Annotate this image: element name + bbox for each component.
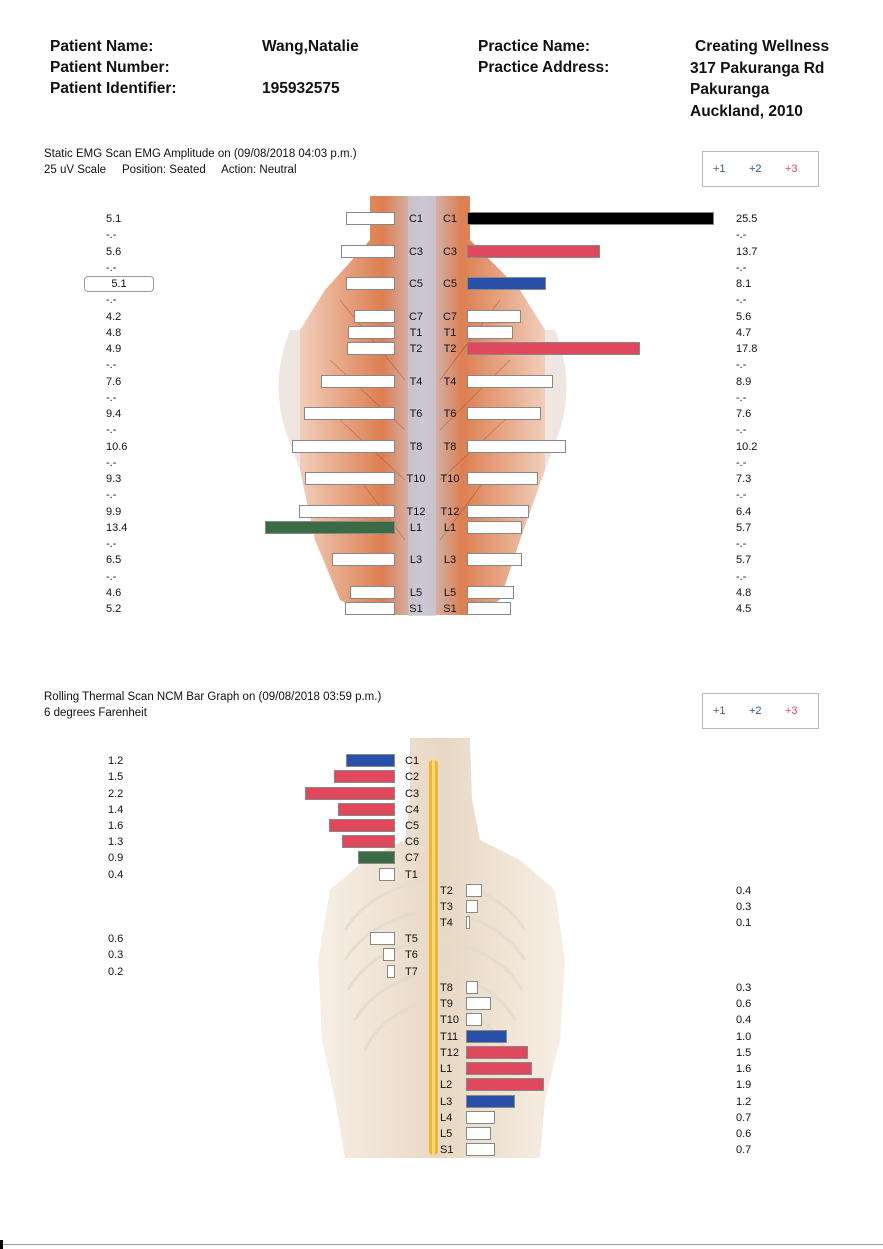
- thermal-title: Rolling Thermal Scan NCM Bar Graph on (09/08/2018 03:59 p.m.): [44, 691, 382, 703]
- emg-vertebra-label-right: T12: [440, 505, 460, 518]
- thermal-left-bar: [338, 803, 395, 816]
- thermal-vertebra-label: C7: [405, 852, 420, 864]
- emg-right-value: -.-: [736, 424, 747, 437]
- emg-vertebra-label-right: L1: [443, 521, 457, 534]
- emg-vertebra-label-right: T1: [443, 326, 457, 339]
- emg-right-value: 4.8: [736, 586, 752, 599]
- emg-vertebra-label-right: T6: [443, 408, 457, 420]
- thermal-right-value: 0.4: [736, 1014, 752, 1026]
- emg-right-value: 6.4: [736, 505, 752, 518]
- emg-left-value: -.-: [106, 261, 117, 274]
- thermal-right-bar: [466, 1143, 495, 1156]
- emg-vertebra-label-right: T4: [443, 375, 457, 388]
- emg-right-value: -.-: [736, 489, 747, 502]
- emg-vertebra-label-left: T10: [406, 473, 426, 485]
- thermal-vertebra-label: T4: [440, 917, 453, 929]
- emg-left-value: 4.2: [106, 310, 122, 323]
- thermal-vertebra-label: L4: [440, 1112, 453, 1124]
- emg-vertebra-label-right: C1: [442, 213, 458, 225]
- emg-left-value: -.-: [106, 489, 117, 502]
- emg-left-value: 6.5: [106, 554, 122, 567]
- emg-left-value: 9.4: [106, 408, 122, 420]
- emg-left-value: -.-: [106, 456, 117, 469]
- emg-vertebra-label-left: S1: [409, 603, 423, 615]
- thermal-vertebra-label: C2: [405, 771, 420, 783]
- thermal-right-bar: [466, 1095, 515, 1108]
- thermal-right-value: 1.2: [736, 1096, 752, 1108]
- thermal-right-value: 0.7: [736, 1144, 752, 1156]
- emg-left-value: -.-: [106, 229, 117, 242]
- thermal-right-value: 0.1: [736, 917, 752, 929]
- emg-left-value: 10.6: [106, 440, 128, 453]
- emg-title: Static EMG Scan EMG Amplitude on (09/08/2018 04:03 p.m.): [44, 148, 357, 160]
- thermal-vertebra-label: S1: [440, 1144, 454, 1156]
- patient-identifier-value: 195932575: [262, 80, 340, 97]
- thermal-right-value: 1.9: [736, 1079, 752, 1091]
- emg-vertebra-label-left: C5: [408, 278, 424, 290]
- emg-left-value: -.-: [106, 294, 117, 307]
- emg-left-value: 4.9: [106, 343, 122, 355]
- emg-subtitle: 25 uV Scale Position: Seated Action: Neutral: [44, 164, 297, 176]
- thermal-left-value: 0.9: [108, 852, 124, 864]
- thermal-right-value: 0.6: [736, 1128, 752, 1140]
- thermal-vertebra-label: T2: [440, 885, 453, 897]
- thermal-right-bar: [466, 916, 470, 929]
- thermal-vertebra-label: L2: [440, 1079, 453, 1091]
- emg-right-value: 5.7: [736, 554, 752, 567]
- emg-vertebra-label-left: C7: [408, 310, 424, 323]
- thermal-left-bar: [334, 770, 396, 783]
- patient-name-label: Patient Name:: [50, 38, 154, 55]
- emg-vertebra-label-left: T6: [409, 408, 423, 420]
- emg-left-value: -.-: [106, 538, 117, 550]
- thermal-right-bar: [466, 1030, 507, 1043]
- emg-vertebra-label-left: T1: [409, 326, 423, 339]
- thermal-right-value: 0.6: [736, 998, 752, 1010]
- emg-right-value: 13.7: [736, 245, 758, 258]
- emg-right-value: -.-: [736, 359, 747, 372]
- thermal-right-value: 1.0: [736, 1031, 752, 1043]
- practice-address-line1: 317 Pakuranga Rd: [690, 60, 825, 77]
- emg-right-value: 8.1: [736, 278, 752, 290]
- emg-legend-plus3: +3: [785, 163, 798, 175]
- thermal-left-bar: [342, 835, 395, 848]
- emg-vertebra-label-right: L3: [443, 554, 457, 567]
- emg-right-value: 25.5: [736, 213, 758, 225]
- emg-vertebra-label-left: L1: [409, 521, 423, 534]
- thermal-right-bar: [466, 1046, 528, 1059]
- emg-right-value: -.-: [736, 261, 747, 274]
- emg-vertebra-label-left: T12: [406, 505, 426, 518]
- emg-right-value: 5.6: [736, 310, 752, 323]
- practice-address-label: Practice Address:: [478, 59, 610, 76]
- emg-vertebra-label-right: L5: [443, 586, 457, 599]
- thermal-right-bar: [466, 997, 491, 1010]
- thermal-right-value: 0.7: [736, 1112, 752, 1124]
- thermal-legend-plus1: +1: [713, 705, 726, 717]
- thermal-left-value: 1.4: [108, 804, 124, 816]
- emg-vertebra-label-right: S1: [443, 603, 457, 615]
- practice-name-value: Creating Wellness: [695, 38, 830, 55]
- page-corner-mark: [0, 1240, 3, 1249]
- thermal-vertebra-label: L1: [440, 1063, 453, 1075]
- emg-left-value: -.-: [106, 391, 117, 404]
- emg-right-value: -.-: [736, 570, 747, 583]
- thermal-right-value: 0.3: [736, 901, 752, 913]
- emg-left-value: 9.9: [106, 505, 122, 518]
- thermal-vertebra-label: C6: [405, 836, 420, 848]
- emg-vertebra-label-right: T10: [440, 473, 460, 485]
- emg-vertebra-label-left: C3: [408, 245, 424, 258]
- emg-legend-plus1: +1: [713, 163, 726, 175]
- emg-vertebra-label-right: T8: [443, 440, 457, 453]
- emg-left-value: -.-: [106, 359, 117, 372]
- emg-left-value: -.-: [106, 570, 117, 583]
- thermal-vertebra-label: T12: [440, 1047, 459, 1059]
- thermal-left-value: 0.6: [108, 933, 124, 945]
- thermal-left-bar: [383, 948, 395, 961]
- patient-name-value: Wang,Natalie: [262, 38, 359, 55]
- emg-left-value: 4.6: [106, 586, 122, 599]
- thermal-right-bar: [466, 1062, 532, 1075]
- emg-left-value: 5.2: [106, 603, 122, 615]
- thermal-right-bar: [466, 981, 478, 994]
- emg-vertebra-label-left: L3: [409, 554, 423, 567]
- emg-right-value: 8.9: [736, 375, 752, 388]
- thermal-right-bar: [466, 1127, 491, 1140]
- thermal-left-bar: [358, 851, 395, 864]
- emg-vertebra-label-left: T2: [409, 343, 423, 355]
- thermal-subtitle: 6 degrees Farenheit: [44, 707, 147, 719]
- thermal-left-bar: [305, 787, 395, 800]
- thermal-vertebra-label: C4: [405, 804, 420, 816]
- thermal-left-bar: [346, 754, 395, 767]
- thermal-left-value: 1.5: [108, 771, 124, 783]
- thermal-left-value: 1.6: [108, 820, 124, 832]
- thermal-vertebra-label: T11: [440, 1031, 459, 1043]
- thermal-vertebra-label: T7: [405, 966, 418, 978]
- thermal-left-value: 0.3: [108, 949, 124, 961]
- thermal-right-value: 1.6: [736, 1063, 752, 1075]
- page-bottom-rule: [0, 1244, 883, 1245]
- thermal-left-bar: [379, 868, 395, 881]
- emg-legend-plus2: +2: [749, 163, 762, 175]
- thermal-left-value: 1.3: [108, 836, 124, 848]
- emg-right-value: 10.2: [736, 440, 758, 453]
- patient-identifier-label: Patient Identifier:: [50, 80, 177, 97]
- emg-vertebra-label-right: T2: [443, 343, 457, 355]
- emg-right-value: -.-: [736, 456, 747, 469]
- thermal-left-value: 0.2: [108, 966, 124, 978]
- thermal-vertebra-label: C1: [405, 755, 420, 767]
- thermal-right-bar: [466, 1013, 482, 1026]
- emg-vertebra-label-right: C5: [442, 278, 458, 290]
- thermal-left-value: 0.4: [108, 869, 124, 881]
- thermal-left-value: 2.2: [108, 788, 124, 800]
- thermal-left-value: 1.2: [108, 755, 124, 767]
- emg-left-value: 5.1: [106, 213, 122, 225]
- emg-right-value: 7.3: [736, 473, 752, 485]
- thermal-right-value: 0.3: [736, 982, 752, 994]
- emg-right-value: 5.7: [736, 521, 752, 534]
- emg-right-value: 7.6: [736, 408, 752, 420]
- emg-left-value: 5.6: [106, 245, 122, 258]
- emg-right-value: -.-: [736, 294, 747, 307]
- emg-vertebra-label-left: T4: [409, 375, 423, 388]
- thermal-vertebra-label: T8: [440, 982, 453, 994]
- emg-right-value: -.-: [736, 229, 747, 242]
- practice-address-line2: Pakuranga: [690, 81, 770, 98]
- emg-right-value: 4.5: [736, 603, 752, 615]
- thermal-right-bar: [466, 1078, 544, 1091]
- thermal-left-bar: [387, 965, 395, 978]
- thermal-right-bar: [466, 1111, 495, 1124]
- emg-right-value: 17.8: [736, 343, 758, 355]
- emg-left-value: 9.3: [106, 473, 122, 485]
- emg-vertebra-label-left: C1: [408, 213, 424, 225]
- practice-address-line3: Auckland, 2010: [690, 103, 803, 120]
- thermal-right-bar: [466, 884, 482, 897]
- thermal-vertebra-label: T1: [405, 869, 418, 881]
- thermal-vertebra-label: C3: [405, 788, 420, 800]
- thermal-vertebra-label: C5: [405, 820, 420, 832]
- thermal-right-value: 1.5: [736, 1047, 752, 1059]
- thermal-vertebra-label: T9: [440, 998, 453, 1010]
- thermal-legend-plus2: +2: [749, 705, 762, 717]
- practice-name-label: Practice Name:: [478, 38, 591, 55]
- emg-vertebra-label-right: C3: [442, 245, 458, 258]
- emg-right-value: -.-: [736, 391, 747, 404]
- emg-left-value: 4.8: [106, 326, 122, 339]
- thermal-legend-plus3: +3: [785, 705, 798, 717]
- emg-left-value: 5.1: [84, 276, 154, 292]
- thermal-right-bar: [466, 900, 478, 913]
- thermal-vertebra-label: T3: [440, 901, 453, 913]
- emg-vertebra-label-left: L5: [409, 586, 423, 599]
- thermal-vertebra-label: T5: [405, 933, 418, 945]
- emg-left-value: -.-: [106, 424, 117, 437]
- thermal-left-bar: [329, 819, 395, 832]
- thermal-vertebra-label: L3: [440, 1096, 453, 1108]
- thermal-vertebra-label: T10: [440, 1014, 459, 1026]
- emg-vertebra-label-left: T8: [409, 440, 423, 453]
- emg-right-value: -.-: [736, 538, 747, 550]
- emg-vertebra-label-right: C7: [442, 310, 458, 323]
- thermal-right-value: 0.4: [736, 885, 752, 897]
- thermal-vertebra-label: L5: [440, 1128, 453, 1140]
- thermal-vertebra-label: T6: [405, 949, 418, 961]
- emg-left-value: 13.4: [106, 521, 128, 534]
- thermal-left-bar: [370, 932, 395, 945]
- patient-number-label: Patient Number:: [50, 59, 170, 76]
- emg-left-value: 7.6: [106, 375, 122, 388]
- emg-right-value: 4.7: [736, 326, 752, 339]
